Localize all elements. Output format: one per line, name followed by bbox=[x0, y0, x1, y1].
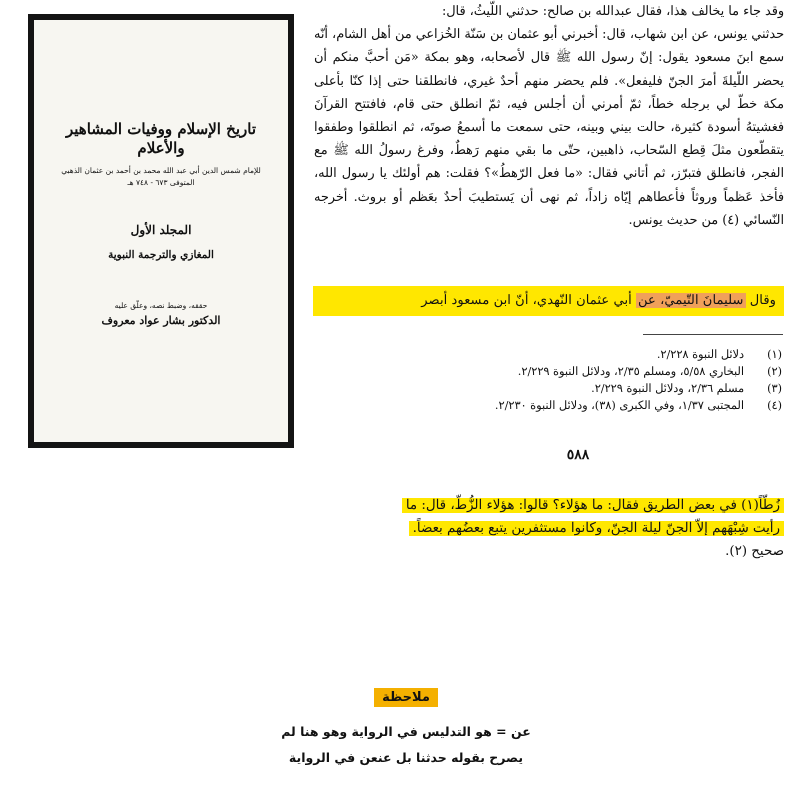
footnotes bbox=[390, 346, 782, 414]
next-page-line-3: صحيح (٢). bbox=[725, 544, 784, 559]
paragraph-hadith: حدثني يونس، عن ابن شهاب، قال: أخبرني أبو عثمان بن سَنّة الخُزاعي من أهل الشام، أنّه سمع ابنَ مسعود يقول: إنّ رسول الله ﷺ قال لأصحابه، وهو بمكة «مَن أحبَّ منكم أن يحضر اللّيلةَ أمرَ الجنّ فليفعل». فلم يحضر منهم أحدٌ غيري، فانطلقنا حتى إذا كنّا بأعلى مكة خطّ لي برجله خطاً، ثمّ أمرني أن أجلس فيه، ثمّ انطلق حتى قام، فافتتح القرآنَ فغشيتهُ أسودة كثيرة، حالت بيني وبينه، حتى سمعت ما أسمعُ صوتَه، ثم انطلقوا وطفقوا يتقطّعون مثلَ قِطع السّحاب، ذاهبين، حتّى ما بقي منهم رَهطٌ، وفرغ رسولُ الله ﷺ مع الفجر، فانطلق فتبرّز، ثم أتاني فقال: «ما فعل الرّهطُ»؟ فقلت: هم أولئك يا رسول الله، فأخذ عَظماً وروثاً فأعطاهم إيّاه زاداً، ثم نهى أن يَستطيبَ أحدٌ بعَظم أو بروث. أخرجه النّسائي (٤) من حديث يونس. bbox=[314, 27, 784, 228]
footnote-item bbox=[390, 363, 782, 380]
cover-editor: الدكتور بشار عواد معروف bbox=[101, 314, 221, 327]
note-label: ملاحظة bbox=[374, 688, 438, 707]
cover-years: المتوفى ٦٧٣ - ٧٤٨ هـ bbox=[127, 178, 195, 187]
highlight-post-text: أبي عثمان النّهدي، أنّ ابن مسعود أبصر bbox=[421, 293, 636, 308]
footnote-text: مسلم ٢/٣٦، ودلائل النبوة ٢/٢٢٩. bbox=[591, 382, 744, 395]
next-page-line-2: رأيت شِبْهَهم إلاّ الجنّ ليلة الجنّ، وكانوا مستثفرين يتبع بعضُهم بعضاً. bbox=[409, 521, 784, 536]
footnote-item bbox=[390, 380, 782, 397]
highlight-narrator: سليمانَ التّيميّ، عن bbox=[638, 293, 744, 308]
cover-title: تاريخ الإسلام ووفيات المشاهير والأعلام bbox=[66, 120, 256, 157]
footnote-item bbox=[390, 346, 782, 363]
note-line-1: عن = هو التدليس في الرواية وهو هنا لم bbox=[281, 724, 531, 739]
next-page-line-1: زُطّاً(١) في بعض الطريق فقال: ما هؤلاء؟ قالوا: هؤلاء الزُّطّ، قال: ما bbox=[402, 498, 784, 513]
book-cover-page bbox=[34, 20, 288, 442]
book-cover-image bbox=[28, 14, 294, 448]
paragraph-intro: وقد جاء ما يخالف هذا، فقال عبدالله بن صالح: حدثني اللّيثُ، قال: bbox=[441, 4, 784, 19]
footnote-number: (٣) bbox=[767, 382, 782, 395]
footnote-number: (٤) bbox=[767, 399, 782, 412]
footnote-text: المجتبى ١/٣٧، وفي الكبرى (٣٨)، ودلائل النبوة ٢/٢٣٠. bbox=[494, 399, 744, 412]
cover-author: للإمام شمس الدين أبي عبد الله محمد بن أحمد بن عثمان الذهبي bbox=[61, 165, 261, 175]
note-text bbox=[232, 719, 580, 771]
cover-subject: المغازي والترجمة النبوية bbox=[108, 249, 214, 261]
highlighted-isnad-line bbox=[313, 286, 784, 316]
next-page-excerpt bbox=[322, 494, 784, 563]
highlight-pre-text: وقال bbox=[745, 293, 776, 308]
cover-volume: المجلد الأول bbox=[130, 223, 192, 237]
page-number: ٥٨٨ bbox=[566, 447, 590, 463]
footnote-separator bbox=[643, 334, 783, 335]
note-line-2: يصرح بقوله حدثنا بل عنعن في الرواية bbox=[288, 750, 524, 765]
note-box bbox=[232, 686, 580, 771]
footnote-text: دلائل النبوة ٢/٢٢٨. bbox=[656, 348, 744, 361]
footnote-number: (٢) bbox=[767, 365, 782, 378]
page-body-text bbox=[314, 0, 784, 232]
footnote-number: (١) bbox=[767, 348, 782, 361]
footnote-text: البخاري ٥/٥٨، ومسلم ٢/٣٥، ودلائل النبوة ٢/٢٢٩. bbox=[517, 365, 744, 378]
footnote-item bbox=[390, 397, 782, 414]
cover-editor-label: حققه، وضبط نصه، وعلّق عليه bbox=[114, 301, 208, 310]
